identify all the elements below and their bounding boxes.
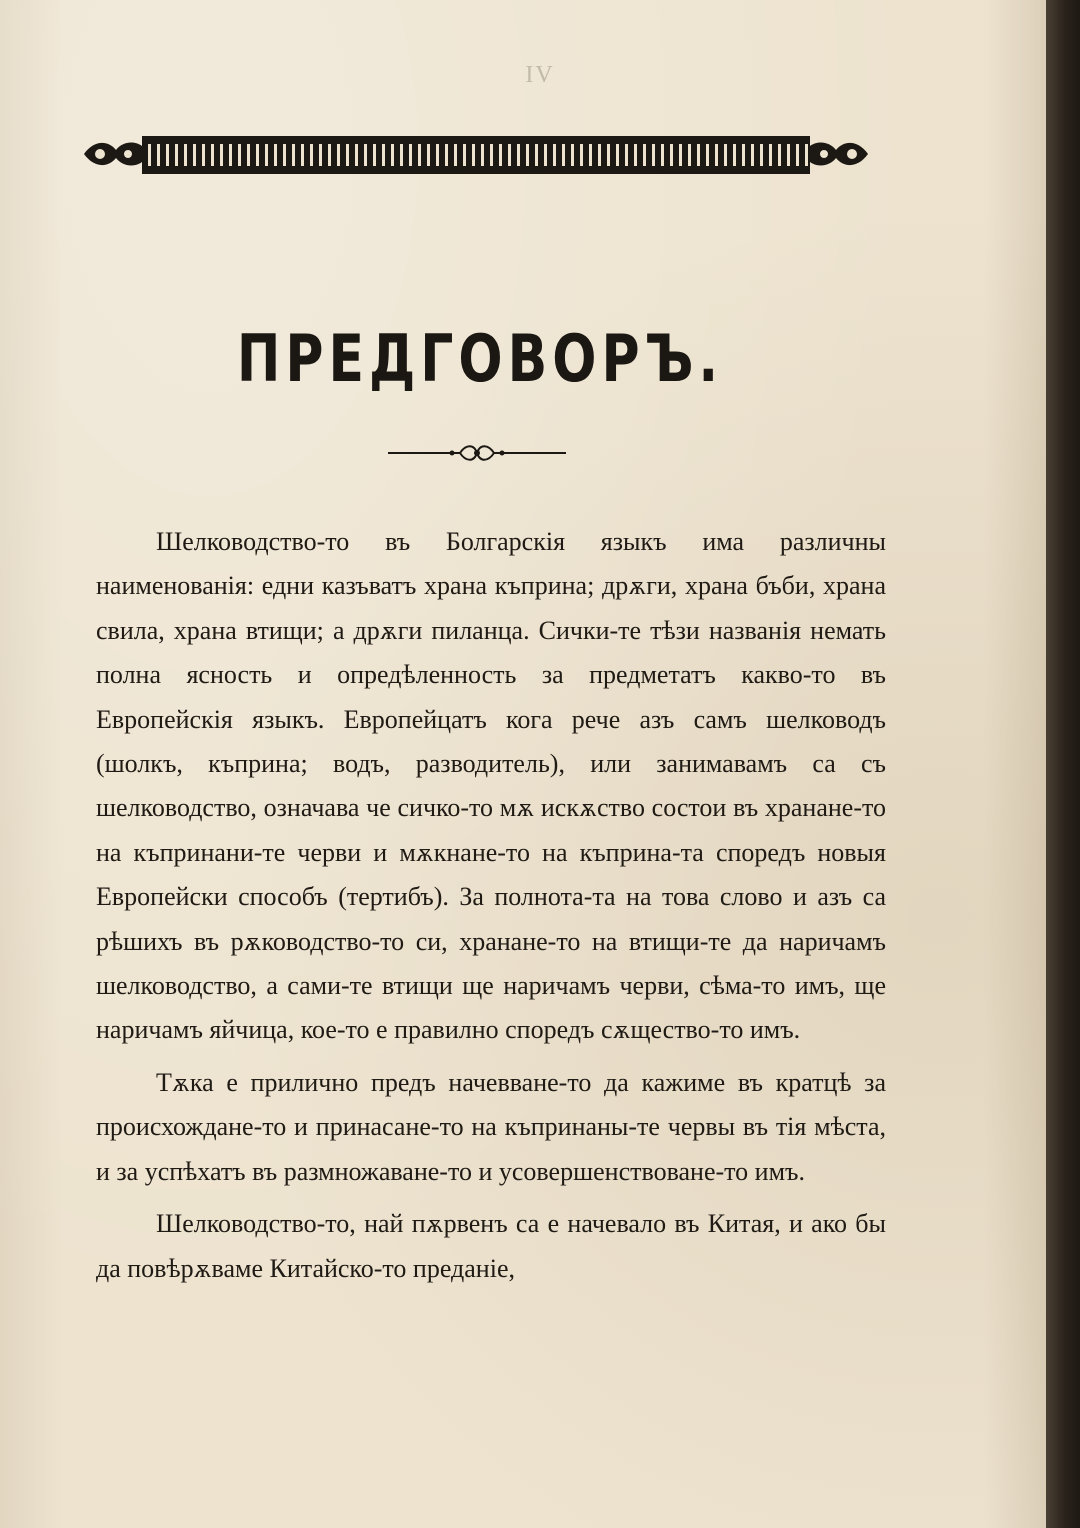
book-spine-edge [1046,0,1080,1528]
ornament-stripe [373,144,376,166]
ornament-stripe [544,144,547,166]
ornament-stripe [409,144,412,166]
ornament-stripe [571,144,574,166]
ornament-stripe [643,144,646,166]
ornament-stripe [787,144,790,166]
ornament-stripe [724,144,727,166]
ornament-stripe [391,144,394,166]
ornament-stripe [463,144,466,166]
ornament-stripe [220,144,223,166]
ornament-stripe [328,144,331,166]
ornament-stripe [526,144,529,166]
ornament-stripe [553,144,556,166]
ornament-stripe [580,144,583,166]
ornament-stripe [175,144,178,166]
ornament-stripe [697,144,700,166]
ornament-stripe [400,144,403,166]
ornament-stripe [625,144,628,166]
ornament-stripe [499,144,502,166]
ornament-stripe [715,144,718,166]
faded-page-number: IV [525,62,555,88]
paragraph-2: Тѫка е прилично предъ начевване-то да кажиме въ кратцѣ за происхождане-то и принасане-то на къпринаны-те червы въ тія мѣста, и за успѣхатъ въ размножаване-то и усовершенствоване-то имъ. [96,1067,886,1186]
ornament-stripe [670,144,673,166]
ornament-stripe [445,144,448,166]
ornament-stripe [652,144,655,166]
ornament-stripe [517,144,520,166]
ornament-stripe [508,144,511,166]
ornament-stripe [310,144,313,166]
ornament-stripe [706,144,709,166]
ornament-stripe [148,144,151,166]
ornament-stripe [337,144,340,166]
ornament-stripe [346,144,349,166]
ornament-stripe [661,144,664,166]
ornament-stripe [454,144,457,166]
ornament-stripe [211,144,214,166]
title-divider-ornament [388,440,566,466]
ornament-stripe [184,144,187,166]
ornament-stripe [157,144,160,166]
paragraph-3: Шелководство-то, най пѫрвенъ са е начевало въ Китая, и ако бы да повѣрѫваме Китайско-то преданіе, [96,1209,886,1283]
ornament-stripe [760,144,763,166]
ornament-stripe [274,144,277,166]
ornament-stripe [742,144,745,166]
ornament-stripe [805,144,808,166]
ornament-stripe [364,144,367,166]
ornament-stripe [238,144,241,166]
ornament-stripe [193,144,196,166]
ornament-stripe [472,144,475,166]
ornament-stripe [733,144,736,166]
page-title: ПРЕДГОВОРЪ. [236,322,724,397]
ornament-stripe [229,144,232,166]
ornament-stripe [418,144,421,166]
ornament-stripe [751,144,754,166]
ornament-stripe [301,144,304,166]
ornament-stripe [616,144,619,166]
ornament-stripe [490,144,493,166]
ornament-stripe [382,144,385,166]
ornament-stripe [607,144,610,166]
ornament-stripe [688,144,691,166]
ornament-stripe [256,144,259,166]
ornament-stripe [319,144,322,166]
ornament-stripe [283,144,286,166]
ornament-stripe [265,144,268,166]
ornament-stripe [769,144,772,166]
ornament-stripe [562,144,565,166]
ornamental-header-band [82,122,870,186]
ornament-stripe [166,144,169,166]
ornament-stripe [427,144,430,166]
ornament-stripe [481,144,484,166]
ornament-stripe [778,144,781,166]
ornament-stripe [796,144,799,166]
ornament-stripe [679,144,682,166]
ornament-stripe [247,144,250,166]
ornament-stripe [598,144,601,166]
ornament-stripe [589,144,592,166]
ornament-stripe [355,144,358,166]
ornament-stripe [202,144,205,166]
preface-body [96,520,886,1299]
ornament-stripe [535,144,538,166]
ornament-stripe [292,144,295,166]
paragraph-1: Шелководство-то въ Болгарскія языкъ има различны наименованія: едни казъватъ храна къприна; дрѫги, храна бъби, храна свила, храна втищи; а дрѫги пиланца. Сички-те тѣзи названія немать полна ясность и опредѣленность за предметатъ какво-то въ Европейскія языкъ. Европейцатъ кога рече азъ самъ шелководъ (шолкъ, къприна; водъ, разводитель), или занимавамъ са съ шелководство, означава че сичко-то мѫ искѫство состои въ хранане-то на къпринани-те черви и мѫкнане-то на къприна-та споредъ новыя Европейски способъ (тертибъ). За полнота-та на това слово и азъ са рѣшихъ въ рѫководство-то си, хранане-то на втищи-те да наричамъ шелководство, а сами-те втищи ще наричамъ черви, сѣма-то имъ, ще наричамъ яйчица, кое-то е правилно споредъ сѫщество-то имъ. [96,527,886,1045]
ornament-stripe [436,144,439,166]
ornament-stripe [634,144,637,166]
